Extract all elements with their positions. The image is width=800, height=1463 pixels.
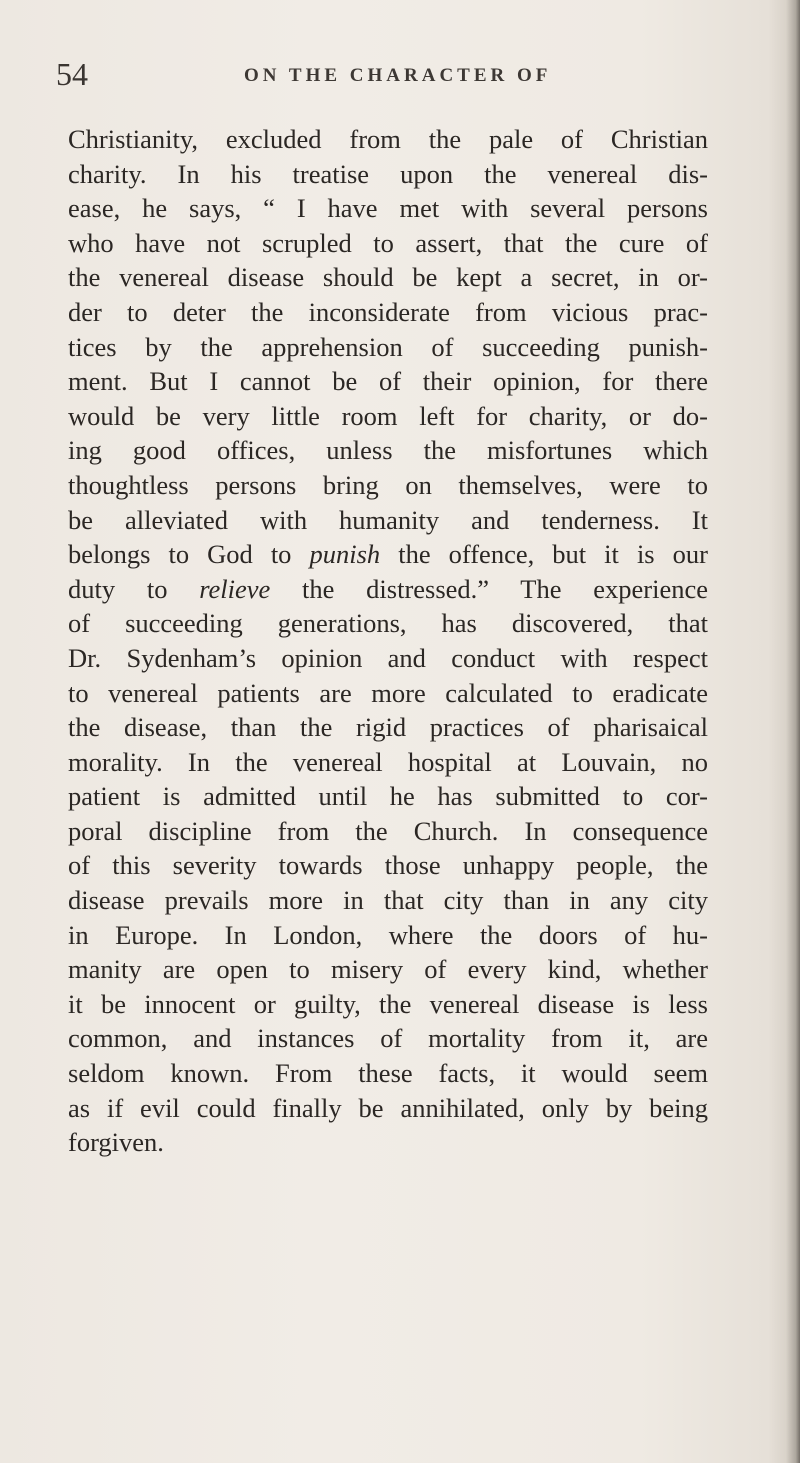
- text-line: forgiven.: [68, 1127, 164, 1158]
- text-line: it be innocent or guilty, the venereal disease is less: [68, 988, 708, 1019]
- text-line: manity are open to misery of every kind, whether: [68, 954, 708, 985]
- text-segment: belongs to God to: [68, 539, 310, 570]
- page-number: 54: [56, 56, 88, 92]
- text-line: [68, 572, 708, 607]
- text-line: the venereal disease should be kept a secret, in or-: [68, 262, 708, 293]
- text-segment: the distressed.” The experience: [270, 573, 708, 604]
- text-line: Christianity, excluded from the pale of Christian: [68, 124, 708, 154]
- text-segment: duty to: [68, 573, 200, 604]
- text-line: common, and instances of mortality from it, are: [68, 1023, 708, 1054]
- text-line: tices by the apprehension of succeeding punish-: [68, 331, 708, 362]
- text-line: who have not scrupled to assert, that the cure of: [68, 227, 708, 258]
- body-paragraph: [68, 122, 708, 1160]
- text-line: be alleviated with humanity and tenderness. It: [68, 504, 708, 535]
- running-head: ON THE CHARACTER OF: [244, 65, 552, 86]
- page-edge-shadow: [786, 0, 800, 1463]
- text-line: would be very little room left for charity, or do-: [68, 400, 708, 431]
- text-line: ease, he says, “ I have met with several persons: [68, 193, 708, 224]
- text-line: poral discipline from the Church. In consequence: [68, 815, 708, 846]
- text-segment: the offence, but it is our: [380, 539, 708, 570]
- text-line: of this severity towards those unhappy people, the: [68, 850, 708, 881]
- text-line: ment. But I cannot be of their opinion, for there: [68, 366, 708, 397]
- text-line: [68, 537, 708, 572]
- italic-word: relieve: [199, 573, 271, 604]
- text-line: charity. In his treatise upon the venereal dis-: [68, 158, 708, 189]
- text-line: thoughtless persons bring on themselves, were to: [68, 469, 708, 500]
- text-line: as if evil could finally be annihilated, only by being: [68, 1092, 708, 1123]
- page-header: [56, 56, 676, 92]
- text-line: morality. In the venereal hospital at Louvain, no: [68, 746, 708, 777]
- text-line: Dr. Sydenham’s opinion and conduct with respect: [68, 642, 708, 673]
- text-line: der to deter the inconsiderate from vicious prac-: [68, 296, 708, 327]
- text-line: to venereal patients are more calculated to eradicate: [68, 677, 708, 708]
- italic-word: punish: [309, 539, 381, 570]
- text-line: disease prevails more in that city than in any city: [68, 885, 708, 916]
- text-line: seldom known. From these facts, it would seem: [68, 1058, 708, 1089]
- text-line: in Europe. In London, where the doors of hu-: [68, 919, 708, 950]
- text-line: ing good offices, unless the misfortunes which: [68, 435, 708, 466]
- text-line: of succeeding generations, has discovered, that: [68, 608, 708, 639]
- text-line: patient is admitted until he has submitted to cor-: [68, 781, 708, 812]
- text-line: the disease, than the rigid practices of pharisaical: [68, 712, 708, 743]
